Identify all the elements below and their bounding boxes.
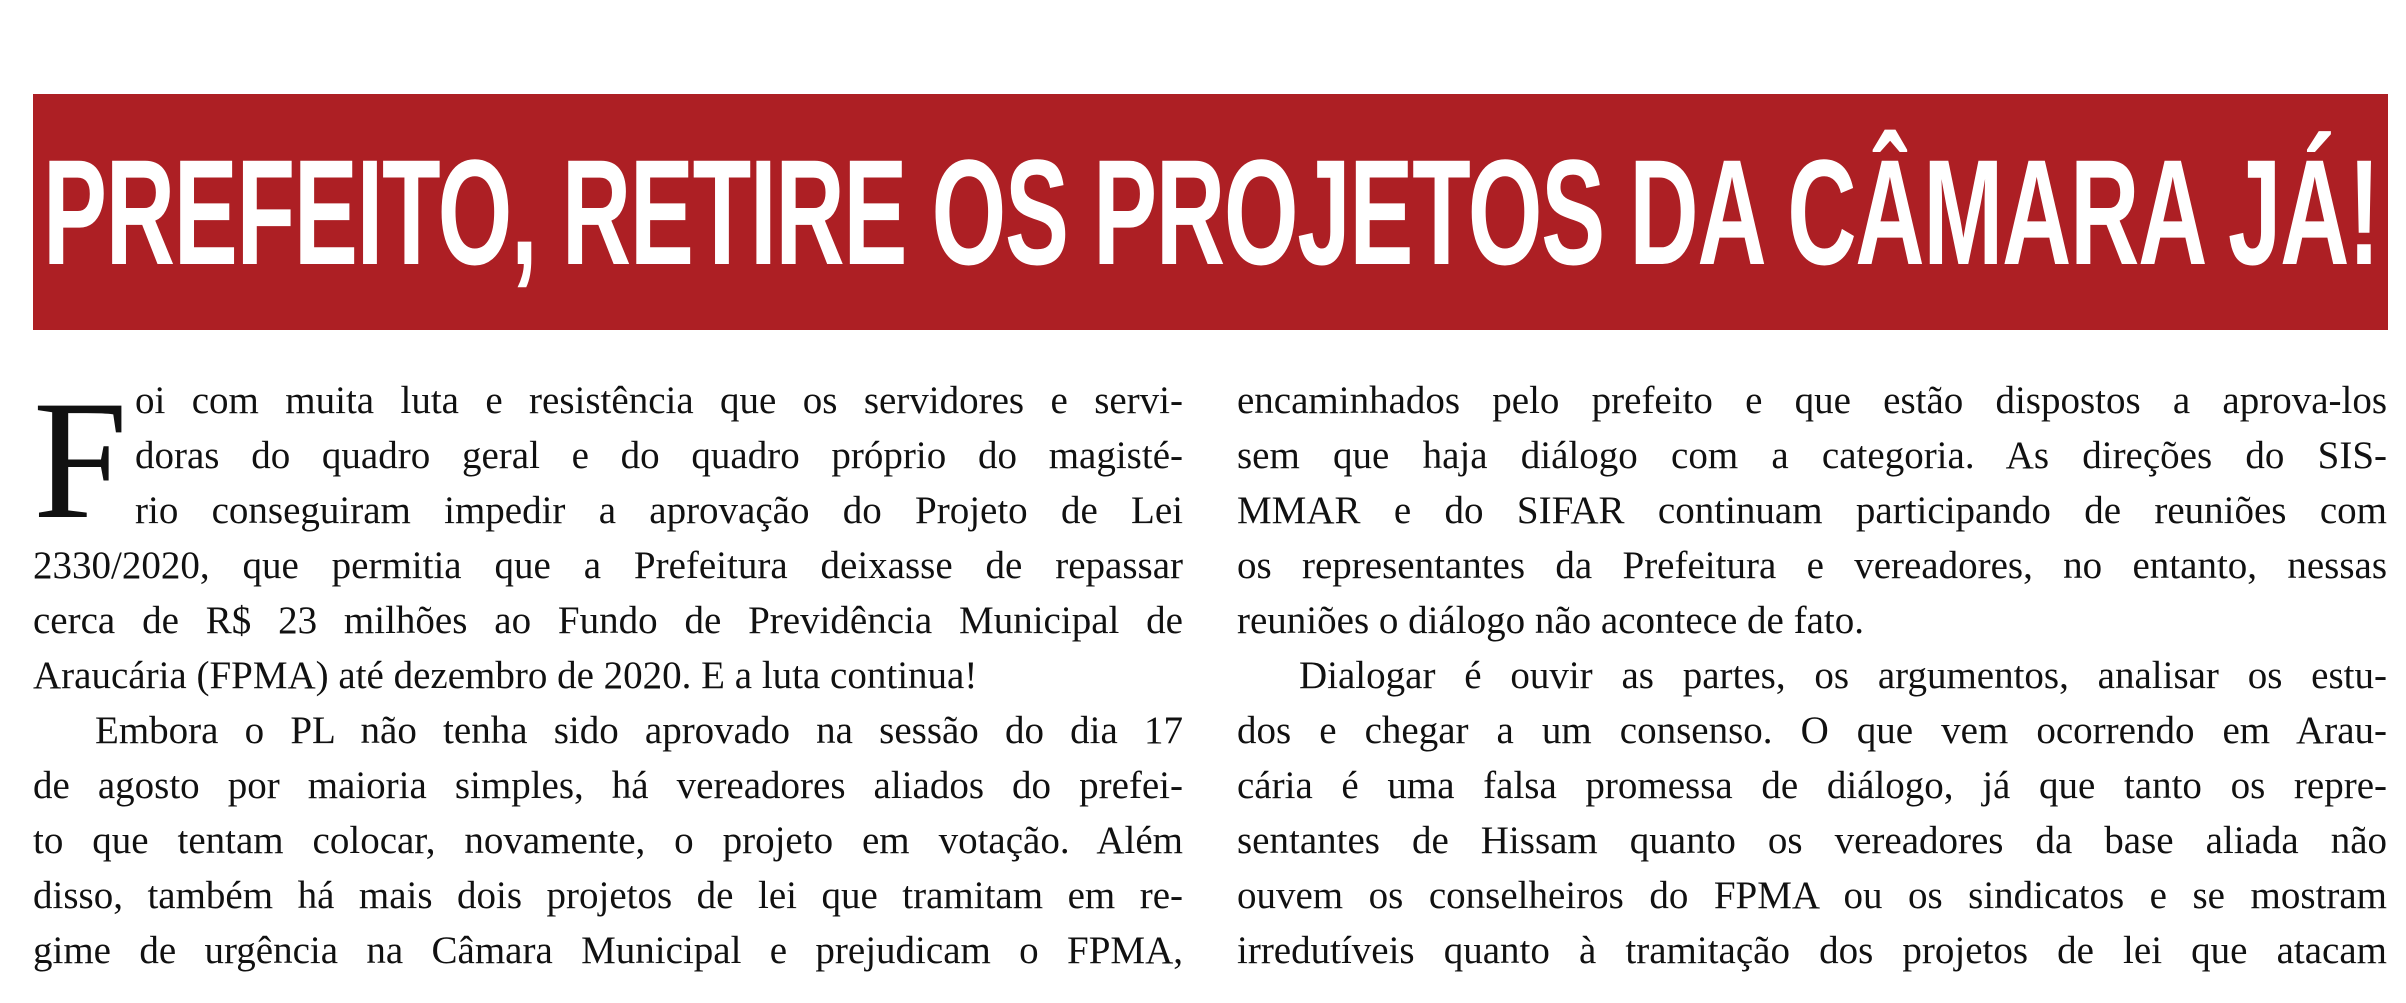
headline: PREFEITO, RETIRE OS PROJETOS DA CÂMARA JÁ! <box>42 128 2379 296</box>
text-line: de agosto por maioria simples, há vereadores aliados do prefei- <box>33 764 1183 807</box>
text-line: os representantes da Prefeitura e vereadores, no entanto, nessas <box>1237 544 2387 587</box>
text-line: cária é uma falsa promessa de diálogo, já que tanto os repre- <box>1237 764 2387 807</box>
text-line: rio conseguiram impedir a aprovação do Projeto de Lei <box>135 489 1183 532</box>
text-line: reuniões o diálogo não acontece de fato. <box>1237 599 1864 642</box>
text-line: 2330/2020, que permitia que a Prefeitura deixasse de repassar <box>33 544 1183 587</box>
text-line: irredutíveis quanto à tramitação dos projetos de lei que atacam <box>1237 929 2387 972</box>
text-line: Dialogar é ouvir as partes, os argumentos, analisar os estu- <box>1299 654 2387 697</box>
text-line: sem que haja diálogo com a categoria. As direções do SIS- <box>1237 434 2387 477</box>
text-line: disso, também há mais dois projetos de lei que tramitam em re- <box>33 874 1183 917</box>
text-line: gime de urgência na Câmara Municipal e prejudicam o FPMA, <box>33 929 1183 972</box>
article-column-left <box>33 373 1183 1003</box>
text-line: ouvem os conselheiros do FPMA ou os sindicatos e se mostram <box>1237 874 2387 917</box>
text-line: to que tentam colocar, novamente, o projeto em votação. Além <box>33 819 1183 862</box>
text-line: encaminhados pelo prefeito e que estão dispostos a aprova-los <box>1237 379 2387 422</box>
text-line: MMAR e do SIFAR continuam participando de reuniões com <box>1237 489 2387 532</box>
drop-cap: F <box>33 373 128 554</box>
text-line: cerca de R$ 23 milhões ao Fundo de Previdência Municipal de <box>33 599 1183 642</box>
text-line: Embora o PL não tenha sido aprovado na sessão do dia 17 <box>95 709 1183 752</box>
text-line: sentantes de Hissam quanto os vereadores da base aliada não <box>1237 819 2387 862</box>
text-line: doras do quadro geral e do quadro próprio do magisté- <box>135 434 1183 477</box>
headline-banner <box>33 94 2388 330</box>
article-column-right <box>1237 373 2387 1003</box>
text-line: Araucária (FPMA) até dezembro de 2020. E a luta continua! <box>33 654 978 697</box>
text-line: dos e chegar a um consenso. O que vem ocorrendo em Arau- <box>1237 709 2387 752</box>
text-line: oi com muita luta e resistência que os servidores e servi- <box>135 379 1183 422</box>
